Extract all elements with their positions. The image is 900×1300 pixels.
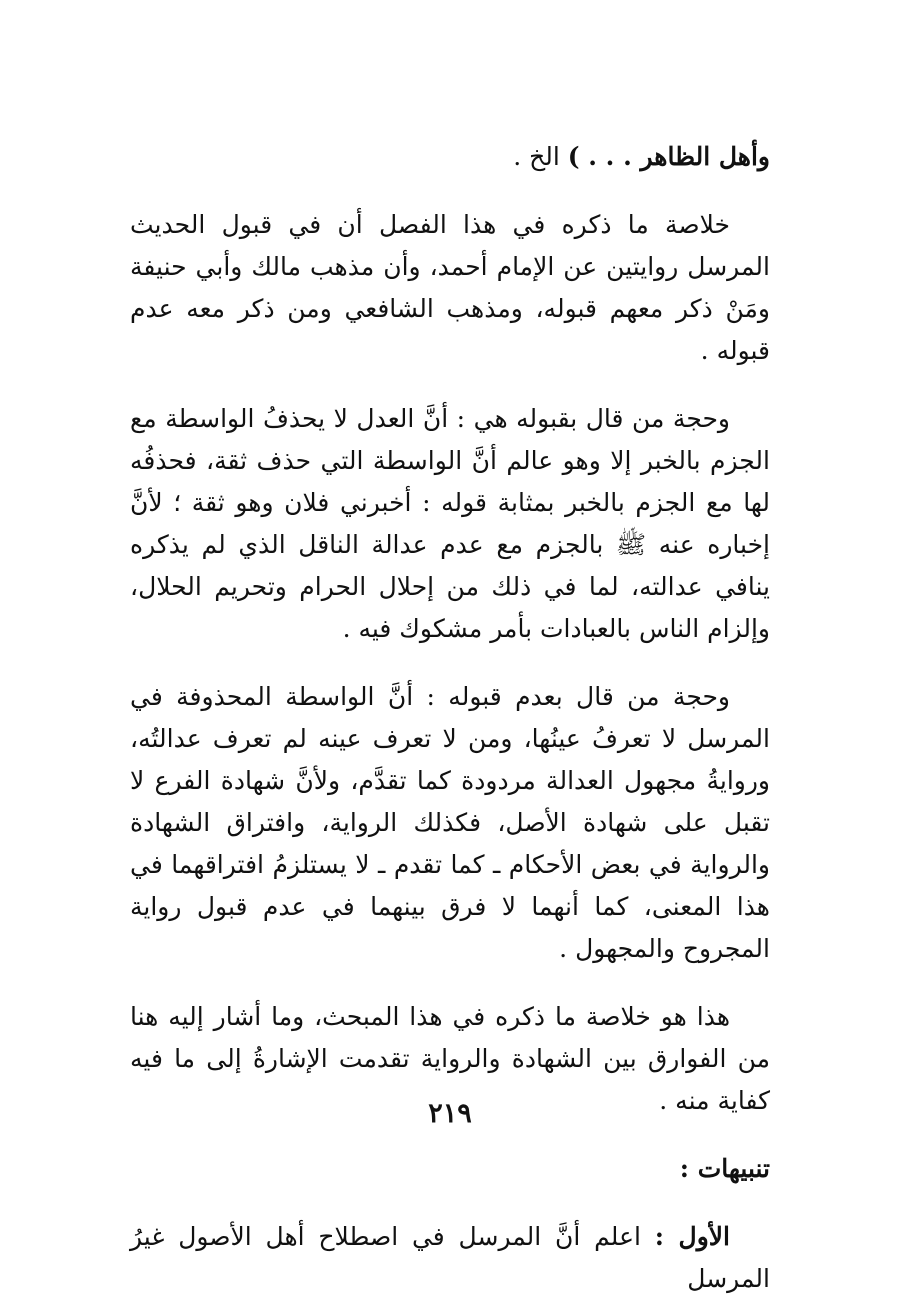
continuation-bold-text: وأهل الظاهر . . . ): [567, 142, 770, 171]
paragraph-conclusion: هذا هو خلاصة ما ذكره في هذا المبحث، وما أشار إليه هنا من الفوارق بين الشهادة والرواية تقدمت الإشارةُ إلى ما فيه كفاية منه .: [130, 1002, 770, 1115]
paragraph-rejection-argument: وحجة من قال بعدم قبوله : أنَّ الواسطة المحذوفة في المرسل لا تعرفُ عينُها، ومن لا تعرف عينه لم تعرف عدالتُه، وروايةُ مجهول العدالة مردودة كما تقدَّم، ولأنَّ شهادة الفرع لا تقبل على شهادة الأصل، فكذلك الرواية، وافتراق الشهادة والرواية في بعض الأحكام ـ كما تقدم ـ لا يستلزمُ افتراقهما في هذا المعنى، كما أنهما لا فرق بينهما في عدم قبول رواية المجروح والمجهول .: [130, 682, 770, 963]
paragraph-summary: خلاصة ما ذكره في هذا الفصل أن في قبول الحديث المرسل روايتين عن الإمام أحمد، وأن مذهب مالك وأبي حنيفة ومَنْ ذكر معهم قبوله، ومذهب الشافعي ومن ذكر معه عدم قبوله .: [130, 210, 770, 365]
continuation-rest-text: الخ .: [513, 142, 568, 171]
page-number: ٢١٩: [428, 1098, 472, 1129]
first-note-text: اعلم أنَّ المرسل في اصطلاح أهل الأصول غيرُ المرسل: [130, 1222, 770, 1293]
continuation-line: [130, 136, 770, 178]
paragraph-acceptance-argument: وحجة من قال بقبوله هي : أنَّ العدل لا يحذفُ الواسطة مع الجزم بالخبر إلا وهو عالم أنَّ الواسطة التي حذف ثقة، فحذفُه لها مع الجزم بالخبر بمثابة قوله : أخبرني فلان وهو ثقة ؛ لأنَّ إخباره عنه ﷺ بالجزم مع عدم عدالة الناقل الذي لم يذكره ينافي عدالته، لما في ذلك من إحلال الحرام وتحريم الحلال، وإلزام الناس بالعبادات بأمر مشكوك فيه .: [130, 404, 770, 643]
first-note: [130, 1216, 770, 1300]
section-heading-notes: تنبيهات :: [679, 1154, 770, 1183]
first-note-label: الأول :: [654, 1222, 731, 1251]
